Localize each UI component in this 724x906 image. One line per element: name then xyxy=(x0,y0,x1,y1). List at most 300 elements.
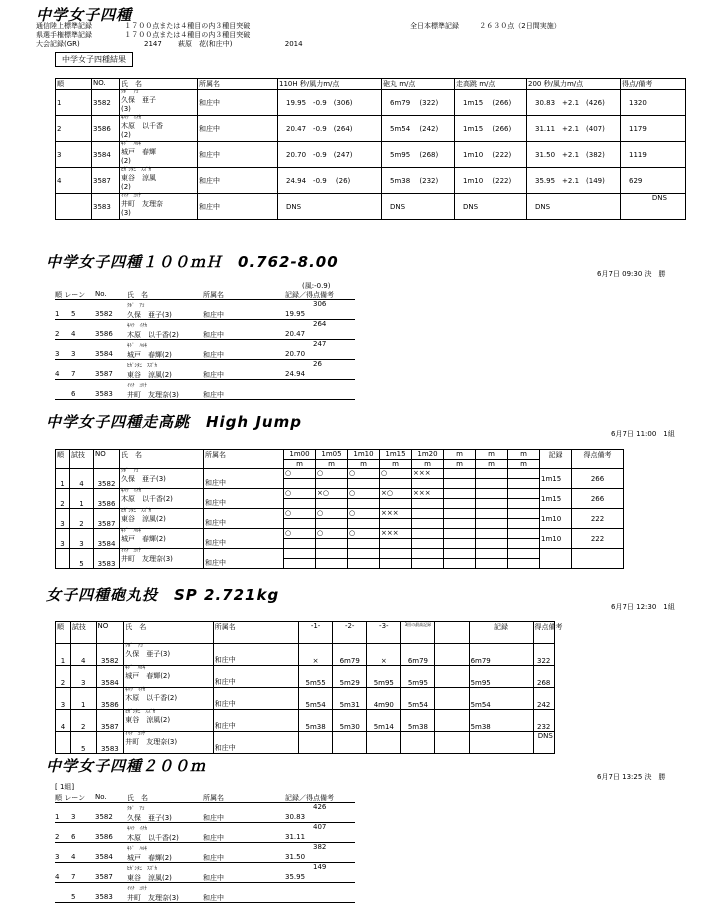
list-col-header: 氏 名 xyxy=(127,794,148,802)
sp-col-header: -3- xyxy=(367,622,401,644)
trial-t3 xyxy=(367,732,401,754)
cell-lane: 3 xyxy=(71,350,76,358)
table-row xyxy=(56,509,688,519)
cell-no: 3587 xyxy=(96,710,124,732)
athlete-grade: (2) xyxy=(121,157,131,165)
attempt xyxy=(380,549,412,559)
summary-cell: DNS xyxy=(278,194,382,220)
summary-cell: 和庄中 xyxy=(198,90,278,116)
hj-col-header: 所属名 xyxy=(204,450,284,469)
name-kana: ｲﾏﾁ ﾕﾘﾅ xyxy=(125,731,146,737)
name-kana: ｷﾄﾞ ﾊﾙｷ xyxy=(121,528,142,534)
cell-record: 5m95 xyxy=(469,666,533,688)
summary-cell: 和庄中 xyxy=(198,194,278,220)
summary-cell: 3582 xyxy=(92,90,120,116)
list-item xyxy=(55,863,355,883)
cell-no: 3587 xyxy=(95,370,113,378)
cell-order: 4 xyxy=(70,469,94,489)
result-line xyxy=(55,853,355,863)
sp-gap xyxy=(435,622,469,644)
attempt xyxy=(348,549,380,559)
trial-t3: 5m95 xyxy=(367,666,401,688)
record-standard-2 xyxy=(36,31,250,40)
cell-record: 1m15 xyxy=(540,469,572,489)
attempt: ×○ xyxy=(316,489,348,499)
run200-title: 中学女子四種２００ｍ xyxy=(46,757,207,775)
hj-height: m xyxy=(476,450,508,460)
cell-name: 東谷 涼風(2) xyxy=(127,874,172,882)
attempt-sub xyxy=(380,479,412,489)
attempt xyxy=(412,529,444,539)
summary-cell: 1m15 (266) xyxy=(455,116,527,142)
trial-t1: 5m38 xyxy=(299,710,333,732)
hj-unit: m xyxy=(476,460,508,469)
athlete-grade: (2) xyxy=(121,183,131,191)
name-kana: ｸﾎﾞ ｱｺ xyxy=(127,303,145,309)
summary-table xyxy=(55,78,686,220)
list-item xyxy=(55,843,355,863)
cell-points: 268 xyxy=(533,666,554,688)
cell-team: 和庄中 xyxy=(203,814,224,822)
summary-cell: 4 xyxy=(56,168,92,194)
cell-no: 3586 xyxy=(94,489,120,509)
table-row xyxy=(56,116,686,142)
cell-rank: 3 xyxy=(55,350,60,358)
attempt: ○ xyxy=(348,529,380,539)
attempt xyxy=(476,489,508,499)
summary-cell: 20.70 -0.9 (247) xyxy=(278,142,382,168)
summary-cell xyxy=(120,194,198,220)
run200-group: [ 1組] xyxy=(55,783,75,791)
cell-record xyxy=(469,732,533,754)
summary-header-row xyxy=(56,79,686,90)
cell-record: 1m10 xyxy=(540,529,572,549)
athlete-name: 木原 以千香 xyxy=(121,122,163,130)
attempt-sub xyxy=(380,519,412,529)
name-kana: ﾋｶﾞｼﾀﾆ ｽｽﾞｶ xyxy=(127,363,158,369)
table-row xyxy=(56,489,688,499)
attempt-sub xyxy=(412,479,444,489)
name-kana: ｷﾊﾗ ｲﾁｶ xyxy=(125,687,146,693)
name-kana: ｲﾏﾁ ﾕﾘﾅ xyxy=(121,193,142,199)
national-value: ２６３０点（2日間実施） xyxy=(479,22,561,30)
shotput-info: 6月7日 12:30 1組 xyxy=(611,603,675,611)
cell-rank: 3 xyxy=(56,688,71,710)
attempt-sub xyxy=(444,559,476,569)
summary-cell: 6m79 (322) xyxy=(382,90,455,116)
hj-height: 1m10 xyxy=(348,450,380,460)
cell-no: 3587 xyxy=(94,509,120,529)
cell-no: 3582 xyxy=(95,310,113,318)
summary-cell: 19.95 -0.9 (306) xyxy=(278,90,382,116)
attempt xyxy=(444,529,476,539)
cell-name: 久保 亜子(3) xyxy=(127,814,172,822)
points: 407 xyxy=(313,823,327,831)
athlete-grade: (3) xyxy=(121,209,131,217)
cell-rank: 2 xyxy=(56,489,70,509)
cell-lane: 5 xyxy=(71,310,76,318)
cell-rank: 1 xyxy=(56,644,71,666)
shotput-table xyxy=(55,621,685,754)
cell-team: 和庄中 xyxy=(213,666,298,688)
points: 382 xyxy=(313,843,327,851)
attempt: ○ xyxy=(316,509,348,519)
attempt-sub xyxy=(348,539,380,549)
cell-no: 3584 xyxy=(95,350,113,358)
cell-lane: 4 xyxy=(71,330,76,338)
sp-col-header: -1- xyxy=(299,622,333,644)
name-kana: ｷﾊﾗ ｲﾁｶ xyxy=(121,488,142,494)
name-cell xyxy=(120,549,204,569)
name-kana: ｸﾎﾞ ｱｺ xyxy=(121,89,139,95)
hj-col-header: 得点備考 xyxy=(572,450,624,469)
cell-no: 3583 xyxy=(95,390,113,398)
attempt: ○ xyxy=(284,469,316,479)
attempt-sub xyxy=(380,499,412,509)
name-cell xyxy=(124,710,214,732)
summary-cell: 1 xyxy=(56,90,92,116)
summary-cell: 20.47 -0.9 (264) xyxy=(278,116,382,142)
cell-record: 6m79 xyxy=(469,644,533,666)
cell-no: 3586 xyxy=(95,330,113,338)
result-line xyxy=(55,370,355,380)
cell-record: 20.47 xyxy=(285,330,306,338)
name-kana: ﾋｶﾞｼﾀﾆ ｽｽﾞｶ xyxy=(121,167,152,173)
list-item xyxy=(55,803,355,823)
cell-rank: 3 xyxy=(55,853,60,861)
summary-col-header: 氏 名 xyxy=(120,79,198,90)
name-kana: ｲﾏﾁ ﾕﾘﾅ xyxy=(121,548,142,554)
cell-lane: 3 xyxy=(71,813,76,821)
hj-col-header: 氏 名 xyxy=(120,450,204,469)
cell-rank: 4 xyxy=(55,873,60,881)
result-line xyxy=(55,310,355,320)
sp-col-header: -2- xyxy=(333,622,367,644)
result-line xyxy=(55,873,355,883)
cell-points xyxy=(572,549,624,569)
summary-cell: 3 xyxy=(56,142,92,168)
cell-points: 222 xyxy=(572,529,624,549)
summary-cell xyxy=(120,90,198,116)
trial-best: 5m54 xyxy=(401,688,435,710)
summary-cell: 30.83 +2.1 (426) xyxy=(527,90,621,116)
cell-rank: 1 xyxy=(56,469,70,489)
cell-no: 3582 xyxy=(96,644,124,666)
sp-col-header: 3回の最高記録 xyxy=(401,622,435,644)
name-kana: ｷﾄﾞ ﾊﾙｷ xyxy=(121,141,142,147)
cell-no: 3586 xyxy=(96,688,124,710)
hj-unit: m xyxy=(444,460,476,469)
name-cell xyxy=(120,469,204,489)
attempt xyxy=(476,549,508,559)
table-row xyxy=(56,529,688,539)
cell-record: 5m54 xyxy=(469,688,533,710)
attempt: ○ xyxy=(284,509,316,519)
attempt-sub xyxy=(444,479,476,489)
summary-cell: 1m10 (222) xyxy=(455,168,527,194)
cell-no: 3587 xyxy=(95,873,113,881)
cell-lane: 7 xyxy=(71,873,76,881)
cell-points: 266 xyxy=(572,489,624,509)
cell-team: 和庄中 xyxy=(203,894,224,902)
cell-rank: 1 xyxy=(55,813,60,821)
attempt-sub xyxy=(508,479,540,489)
table-row xyxy=(56,469,688,479)
cell-record: 19.95 xyxy=(285,310,306,318)
hurdles-results xyxy=(55,290,355,400)
cell-team: 和庄中 xyxy=(204,529,284,549)
cell-team: 和庄中 xyxy=(203,874,224,882)
summary-cell: 5m54 (242) xyxy=(382,116,455,142)
run200-results xyxy=(55,793,355,903)
cell-record: 35.95 xyxy=(285,873,306,881)
name-kana: ｷﾊﾗ ｲﾁｶ xyxy=(127,323,148,329)
cell-lane: 5 xyxy=(71,893,76,901)
summary-cell: 和庄中 xyxy=(198,142,278,168)
trial-t1: 5m55 xyxy=(299,666,333,688)
cell-team: 和庄中 xyxy=(203,834,224,842)
attempt xyxy=(476,509,508,519)
cell-no: 3583 xyxy=(96,732,124,754)
cell-name: 木原 以千香(2) xyxy=(127,331,179,339)
list-item xyxy=(55,883,355,903)
attempt-sub xyxy=(412,499,444,509)
summary-col-header: 砲丸 m/点 xyxy=(382,79,455,90)
trial-best: 5m95 xyxy=(401,666,435,688)
table-row xyxy=(56,644,685,666)
table-row xyxy=(56,710,685,732)
rec3-year: 2014 xyxy=(284,40,303,48)
athlete-name: 木原 以千香(2) xyxy=(121,495,173,503)
trial-t1: × xyxy=(299,644,333,666)
cell-rank: 2 xyxy=(55,330,60,338)
cell-team: 和庄中 xyxy=(203,391,224,399)
cell-rank: 3 xyxy=(56,529,70,549)
summary-box-title: 中学女子四種結果 xyxy=(55,52,133,67)
cell-rank: 2 xyxy=(56,666,71,688)
summary-cell: 和庄中 xyxy=(198,168,278,194)
name-kana: ｲﾏﾁ ﾕﾘﾅ xyxy=(127,886,148,892)
name-kana: ｷﾄﾞ ﾊﾙｷ xyxy=(127,343,148,349)
name-kana: ｷﾊﾗ ｲﾁｶ xyxy=(121,115,142,121)
cell-team: 和庄中 xyxy=(213,710,298,732)
attempt: ××× xyxy=(412,469,444,479)
attempt-sub xyxy=(380,559,412,569)
cell-team: 和庄中 xyxy=(204,489,284,509)
summary-cell: 31.50 +2.1 (382) xyxy=(527,142,621,168)
cell-order: 5 xyxy=(70,732,96,754)
athlete-name: 井町 友理奈(3) xyxy=(121,555,173,563)
trial-t2 xyxy=(333,732,367,754)
name-kana: ﾋｶﾞｼﾀﾆ ｽｽﾞｶ xyxy=(121,508,152,514)
summary-cell: 1179 xyxy=(621,116,686,142)
hj-unit: m xyxy=(348,460,380,469)
cell-record: 1m10 xyxy=(540,509,572,529)
attempt-sub xyxy=(476,559,508,569)
attempt-sub xyxy=(284,499,316,509)
points: 306 xyxy=(313,300,327,308)
summary-cell xyxy=(120,116,198,142)
meet-record xyxy=(36,40,303,49)
trial-t1: 5m54 xyxy=(299,688,333,710)
hj-unit: m xyxy=(412,460,444,469)
rec1-value: １７００点または４種目の内３種目突破 xyxy=(124,22,251,30)
athlete-grade: (3) xyxy=(121,105,131,113)
summary-cell: 24.94 -0.9 (26) xyxy=(278,168,382,194)
list-col-header: 記録／得点備考 xyxy=(285,291,334,299)
attempt-sub xyxy=(316,559,348,569)
attempt xyxy=(444,549,476,559)
sp-col-header: 試技 xyxy=(70,622,96,644)
cell-record xyxy=(540,549,572,569)
attempt: ○ xyxy=(316,529,348,539)
sp-col-header: 所属名 xyxy=(213,622,298,644)
cell-order: 3 xyxy=(70,529,94,549)
run200-info: 6月7日 13:25 決 勝 xyxy=(597,773,666,781)
cell-name: 井町 友理奈(3) xyxy=(127,391,179,399)
attempt: ××× xyxy=(380,509,412,519)
attempt-sub xyxy=(508,499,540,509)
table-row xyxy=(56,194,686,220)
hurdles-wind: (風:-0.9) xyxy=(302,282,331,290)
highjump-table xyxy=(55,449,688,569)
hj-col-header: 試技 xyxy=(70,450,94,469)
summary-col-header: 順 xyxy=(56,79,92,90)
cell-order: 1 xyxy=(70,688,96,710)
list-col-header: 所属名 xyxy=(203,291,224,299)
cell-points: 266 xyxy=(572,469,624,489)
table-row xyxy=(56,549,688,559)
table-row xyxy=(56,732,685,754)
table-row xyxy=(56,90,686,116)
cell-order: 4 xyxy=(70,644,96,666)
attempt xyxy=(444,489,476,499)
cell-rank xyxy=(56,732,71,754)
page-title: 中学女子四種 xyxy=(36,6,133,24)
athlete-name: 木原 以千香(2) xyxy=(125,694,178,702)
cell-rank: 2 xyxy=(55,833,60,841)
athlete-name: 井町 友理奈(3) xyxy=(125,738,178,746)
cell-team: 和庄中 xyxy=(203,311,224,319)
summary-cell: 3583 xyxy=(92,194,120,220)
summary-cell: 3584 xyxy=(92,142,120,168)
summary-cell: 35.95 +2.1 (149) xyxy=(527,168,621,194)
summary-cell: 1m15 (266) xyxy=(455,90,527,116)
attempt xyxy=(508,529,540,539)
rec2-label: 県選手権標準記録 xyxy=(36,31,92,39)
name-cell xyxy=(124,688,214,710)
cell-lane: 6 xyxy=(71,833,76,841)
hj-height: m xyxy=(444,450,476,460)
name-cell xyxy=(124,644,214,666)
cell-order: 5 xyxy=(70,549,94,569)
cell-name: 東谷 涼風(2) xyxy=(127,371,172,379)
rec2-value: １７００点または４種目の内３種目突破 xyxy=(124,31,251,39)
sp-col-header: 記録 xyxy=(469,622,533,644)
list-col-header: 順 レーン xyxy=(55,794,86,802)
trial-t2: 6m79 xyxy=(333,644,367,666)
attempt-sub xyxy=(348,479,380,489)
name-kana: ｸﾎﾞ ｱｺ xyxy=(127,806,145,812)
attempt-sub xyxy=(412,519,444,529)
cell-team: 和庄中 xyxy=(204,469,284,489)
attempt-sub xyxy=(476,499,508,509)
record-standard-1 xyxy=(36,22,250,31)
points: 247 xyxy=(313,340,327,348)
summary-cell xyxy=(120,142,198,168)
summary-col-header: 得点/備考 xyxy=(621,79,686,90)
hj-unit: m xyxy=(508,460,540,469)
attempt: ××× xyxy=(412,489,444,499)
athlete-name: 久保 亜子(3) xyxy=(125,650,171,658)
attempt xyxy=(316,549,348,559)
cell-record: 1m15 xyxy=(540,489,572,509)
cell-team: 和庄中 xyxy=(203,371,224,379)
summary-cell: 5m38 (232) xyxy=(382,168,455,194)
attempt-sub xyxy=(284,559,316,569)
athlete-name: 城戸 春輝(2) xyxy=(121,535,166,543)
cell-team: 和庄中 xyxy=(213,644,298,666)
attempt-sub xyxy=(412,559,444,569)
athlete-name: 東谷 涼風 xyxy=(121,174,156,182)
attempt xyxy=(444,469,476,479)
cell-order: 1 xyxy=(70,489,94,509)
cell-record: 31.50 xyxy=(285,853,306,861)
attempt xyxy=(508,469,540,479)
list-col-header: 順 レーン xyxy=(55,291,86,299)
cell-no: 3584 xyxy=(94,529,120,549)
attempt: ○ xyxy=(284,529,316,539)
list-header xyxy=(55,290,355,300)
attempt: ×○ xyxy=(380,489,412,499)
attempt-sub xyxy=(284,519,316,529)
attempt: ××× xyxy=(380,529,412,539)
attempt-sub xyxy=(316,479,348,489)
name-cell xyxy=(120,529,204,549)
attempt-sub xyxy=(316,519,348,529)
hj-col-header: NO xyxy=(94,450,120,469)
national-standard xyxy=(410,22,561,31)
summary-col-header: NO. xyxy=(92,79,120,90)
summary-cell: DNS xyxy=(455,194,527,220)
cell-no: 3583 xyxy=(94,549,120,569)
cell-lane: 6 xyxy=(71,390,76,398)
trial-t2: 5m29 xyxy=(333,666,367,688)
cell-rank: 1 xyxy=(55,310,60,318)
attempt-sub xyxy=(476,519,508,529)
summary-cell: DNS xyxy=(382,194,455,220)
list-col-header: No. xyxy=(95,793,107,801)
attempt-sub xyxy=(444,539,476,549)
athlete-name: 久保 亜子(3) xyxy=(121,475,166,483)
cell-no: 3586 xyxy=(95,833,113,841)
cell-name: 久保 亜子(3) xyxy=(127,311,172,319)
attempt xyxy=(508,509,540,519)
summary-cell: 2 xyxy=(56,116,92,142)
summary-cell: 和庄中 xyxy=(198,116,278,142)
cell-no: 3583 xyxy=(95,893,113,901)
attempt-sub xyxy=(348,519,380,529)
hj-unit: m xyxy=(380,460,412,469)
name-cell xyxy=(124,666,214,688)
cell-rank xyxy=(56,549,70,569)
summary-cell: DNS xyxy=(527,194,621,220)
trial-t3: × xyxy=(367,644,401,666)
summary-cell: 3587 xyxy=(92,168,120,194)
summary-cell: 31.11 +2.1 (407) xyxy=(527,116,621,142)
attempt: ○ xyxy=(316,469,348,479)
summary-cell: DNS xyxy=(621,194,686,220)
